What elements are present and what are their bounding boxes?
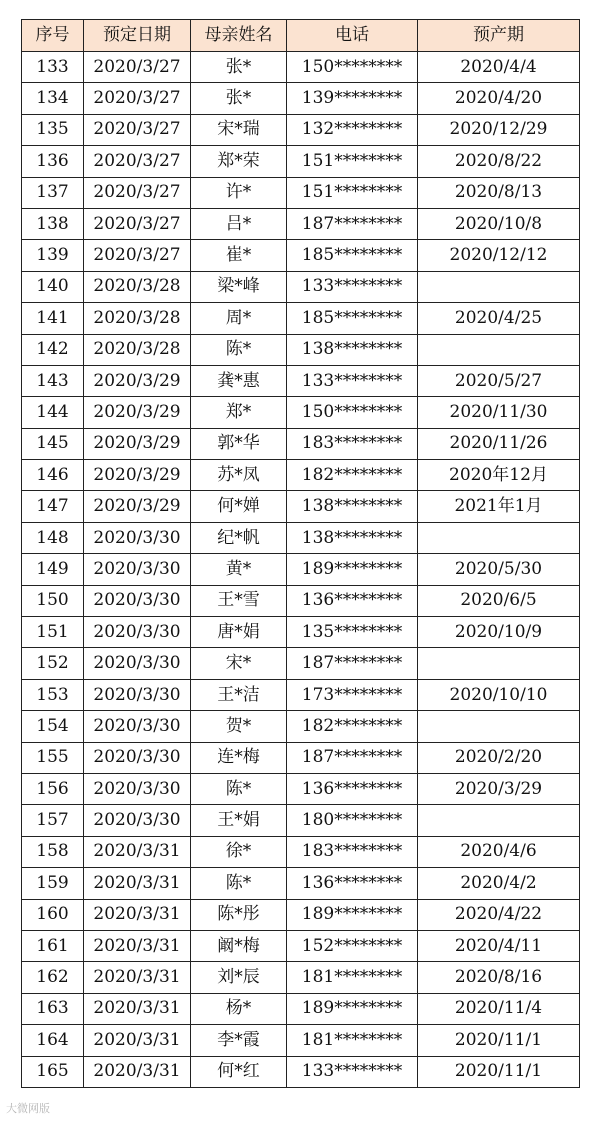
cell-due-date [418, 805, 580, 836]
cell-phone: 187******** [287, 742, 418, 773]
cell-due-date: 2020/5/30 [418, 554, 580, 585]
header-due-date: 预产期 [418, 20, 580, 52]
table-row [22, 805, 580, 836]
cell-mother-name: 陈* [191, 334, 287, 365]
cell-due-date [418, 648, 580, 679]
cell-booking-date: 2020/3/31 [84, 930, 191, 961]
table-row [22, 899, 580, 930]
cell-mother-name: 郑*荣 [191, 146, 287, 177]
cell-phone: 189******** [287, 993, 418, 1024]
cell-booking-date: 2020/3/27 [84, 177, 191, 208]
header-row [22, 20, 580, 52]
cell-mother-name: 宋* [191, 648, 287, 679]
cell-index: 149 [22, 554, 84, 585]
cell-mother-name: 纪*帆 [191, 522, 287, 553]
cell-index: 142 [22, 334, 84, 365]
cell-phone: 150******** [287, 397, 418, 428]
booking-table [21, 19, 580, 1088]
cell-phone: 138******** [287, 522, 418, 553]
cell-phone: 139******** [287, 83, 418, 114]
cell-phone: 135******** [287, 617, 418, 648]
cell-due-date: 2020/10/8 [418, 208, 580, 239]
table-row [22, 177, 580, 208]
table-row [22, 930, 580, 961]
table-row [22, 271, 580, 302]
header-phone: 电话 [287, 20, 418, 52]
cell-booking-date: 2020/3/28 [84, 303, 191, 334]
cell-booking-date: 2020/3/29 [84, 365, 191, 396]
cell-index: 157 [22, 805, 84, 836]
cell-index: 146 [22, 460, 84, 491]
table-row [22, 711, 580, 742]
cell-phone: 183******** [287, 836, 418, 867]
cell-due-date: 2020/4/11 [418, 930, 580, 961]
cell-due-date: 2020/2/20 [418, 742, 580, 773]
cell-index: 165 [22, 1056, 84, 1087]
cell-booking-date: 2020/3/30 [84, 522, 191, 553]
table-row [22, 114, 580, 145]
cell-due-date: 2020/8/22 [418, 146, 580, 177]
cell-booking-date: 2020/3/31 [84, 868, 191, 899]
table-row [22, 1025, 580, 1056]
cell-due-date: 2020/10/9 [418, 617, 580, 648]
cell-phone: 173******** [287, 679, 418, 710]
cell-mother-name: 陈* [191, 868, 287, 899]
table-row [22, 742, 580, 773]
cell-mother-name: 唐*娟 [191, 617, 287, 648]
cell-due-date: 2020/4/4 [418, 52, 580, 83]
cell-due-date: 2021年1月 [418, 491, 580, 522]
cell-due-date [418, 711, 580, 742]
cell-mother-name: 梁*峰 [191, 271, 287, 302]
cell-mother-name: 贺* [191, 711, 287, 742]
cell-mother-name: 何*红 [191, 1056, 287, 1087]
cell-booking-date: 2020/3/27 [84, 52, 191, 83]
cell-booking-date: 2020/3/31 [84, 962, 191, 993]
table-row [22, 993, 580, 1024]
cell-index: 140 [22, 271, 84, 302]
cell-mother-name: 黄* [191, 554, 287, 585]
header-booking-date: 预定日期 [84, 20, 191, 52]
cell-phone: 151******** [287, 146, 418, 177]
cell-phone: 138******** [287, 334, 418, 365]
table-row [22, 491, 580, 522]
cell-mother-name: 杨* [191, 993, 287, 1024]
table-row [22, 208, 580, 239]
table-row [22, 240, 580, 271]
cell-mother-name: 郭*华 [191, 428, 287, 459]
cell-phone: 152******** [287, 930, 418, 961]
cell-mother-name: 周* [191, 303, 287, 334]
cell-mother-name: 王*雪 [191, 585, 287, 616]
cell-booking-date: 2020/3/31 [84, 899, 191, 930]
cell-index: 150 [22, 585, 84, 616]
cell-phone: 189******** [287, 899, 418, 930]
cell-mother-name: 刘*辰 [191, 962, 287, 993]
cell-due-date: 2020/11/30 [418, 397, 580, 428]
cell-due-date: 2020/8/16 [418, 962, 580, 993]
cell-due-date: 2020/4/22 [418, 899, 580, 930]
table-row [22, 460, 580, 491]
cell-booking-date: 2020/3/31 [84, 993, 191, 1024]
table-row [22, 1056, 580, 1087]
cell-mother-name: 阚*梅 [191, 930, 287, 961]
table-row [22, 773, 580, 804]
table-row [22, 617, 580, 648]
table-row [22, 522, 580, 553]
cell-phone: 182******** [287, 711, 418, 742]
cell-phone: 189******** [287, 554, 418, 585]
cell-booking-date: 2020/3/27 [84, 114, 191, 145]
cell-due-date: 2020/4/2 [418, 868, 580, 899]
cell-due-date: 2020/11/26 [418, 428, 580, 459]
watermark-text: 大微网版 [6, 1102, 50, 1115]
cell-phone: 132******** [287, 114, 418, 145]
cell-phone: 133******** [287, 1056, 418, 1087]
cell-phone: 133******** [287, 271, 418, 302]
cell-due-date: 2020/11/1 [418, 1056, 580, 1087]
cell-mother-name: 徐* [191, 836, 287, 867]
cell-mother-name: 许* [191, 177, 287, 208]
cell-phone: 150******** [287, 52, 418, 83]
cell-mother-name: 郑* [191, 397, 287, 428]
cell-index: 151 [22, 617, 84, 648]
cell-phone: 187******** [287, 208, 418, 239]
cell-index: 147 [22, 491, 84, 522]
cell-phone: 151******** [287, 177, 418, 208]
cell-mother-name: 陈* [191, 773, 287, 804]
cell-index: 139 [22, 240, 84, 271]
table-row [22, 397, 580, 428]
cell-index: 154 [22, 711, 84, 742]
cell-due-date: 2020/8/13 [418, 177, 580, 208]
cell-mother-name: 张* [191, 52, 287, 83]
cell-due-date: 2020/5/27 [418, 365, 580, 396]
cell-phone: 136******** [287, 773, 418, 804]
cell-mother-name: 张* [191, 83, 287, 114]
cell-mother-name: 苏*凤 [191, 460, 287, 491]
cell-mother-name: 龚*惠 [191, 365, 287, 396]
cell-due-date [418, 522, 580, 553]
cell-booking-date: 2020/3/28 [84, 271, 191, 302]
cell-phone: 185******** [287, 240, 418, 271]
table-row [22, 868, 580, 899]
table-row [22, 554, 580, 585]
cell-due-date: 2020/4/20 [418, 83, 580, 114]
table-row [22, 962, 580, 993]
cell-due-date [418, 271, 580, 302]
cell-due-date: 2020/12/12 [418, 240, 580, 271]
cell-booking-date: 2020/3/30 [84, 679, 191, 710]
cell-booking-date: 2020/3/30 [84, 805, 191, 836]
cell-booking-date: 2020/3/29 [84, 428, 191, 459]
cell-due-date: 2020/6/5 [418, 585, 580, 616]
table-row [22, 428, 580, 459]
cell-phone: 183******** [287, 428, 418, 459]
cell-due-date: 2020/3/29 [418, 773, 580, 804]
cell-booking-date: 2020/3/27 [84, 240, 191, 271]
cell-index: 160 [22, 899, 84, 930]
cell-booking-date: 2020/3/31 [84, 836, 191, 867]
cell-due-date: 2020/4/6 [418, 836, 580, 867]
cell-index: 138 [22, 208, 84, 239]
cell-index: 137 [22, 177, 84, 208]
cell-due-date: 2020/11/4 [418, 993, 580, 1024]
table-row [22, 52, 580, 83]
cell-booking-date: 2020/3/29 [84, 397, 191, 428]
cell-index: 144 [22, 397, 84, 428]
cell-booking-date: 2020/3/31 [84, 1056, 191, 1087]
cell-phone: 185******** [287, 303, 418, 334]
cell-booking-date: 2020/3/30 [84, 773, 191, 804]
cell-index: 134 [22, 83, 84, 114]
cell-index: 156 [22, 773, 84, 804]
cell-booking-date: 2020/3/30 [84, 585, 191, 616]
cell-booking-date: 2020/3/30 [84, 711, 191, 742]
cell-mother-name: 吕* [191, 208, 287, 239]
cell-booking-date: 2020/3/30 [84, 617, 191, 648]
cell-mother-name: 陈*彤 [191, 899, 287, 930]
table-row [22, 648, 580, 679]
cell-mother-name: 连*梅 [191, 742, 287, 773]
cell-booking-date: 2020/3/27 [84, 83, 191, 114]
table-row [22, 365, 580, 396]
cell-due-date [418, 334, 580, 365]
cell-mother-name: 宋*瑞 [191, 114, 287, 145]
cell-index: 155 [22, 742, 84, 773]
cell-due-date: 2020/4/25 [418, 303, 580, 334]
cell-phone: 136******** [287, 868, 418, 899]
cell-mother-name: 崔* [191, 240, 287, 271]
cell-index: 158 [22, 836, 84, 867]
cell-due-date: 2020/11/1 [418, 1025, 580, 1056]
cell-index: 164 [22, 1025, 84, 1056]
cell-mother-name: 王*洁 [191, 679, 287, 710]
cell-index: 148 [22, 522, 84, 553]
cell-phone: 138******** [287, 491, 418, 522]
table-row [22, 836, 580, 867]
table-row [22, 83, 580, 114]
table-row [22, 303, 580, 334]
cell-due-date: 2020/12/29 [418, 114, 580, 145]
cell-index: 135 [22, 114, 84, 145]
cell-booking-date: 2020/3/27 [84, 208, 191, 239]
cell-mother-name: 王*娟 [191, 805, 287, 836]
cell-phone: 181******** [287, 962, 418, 993]
table-row [22, 585, 580, 616]
cell-index: 152 [22, 648, 84, 679]
cell-index: 163 [22, 993, 84, 1024]
cell-booking-date: 2020/3/30 [84, 554, 191, 585]
cell-phone: 133******** [287, 365, 418, 396]
cell-phone: 182******** [287, 460, 418, 491]
cell-booking-date: 2020/3/29 [84, 491, 191, 522]
cell-booking-date: 2020/3/27 [84, 146, 191, 177]
cell-booking-date: 2020/3/28 [84, 334, 191, 365]
cell-index: 141 [22, 303, 84, 334]
table-row [22, 146, 580, 177]
cell-index: 159 [22, 868, 84, 899]
cell-mother-name: 李*霞 [191, 1025, 287, 1056]
cell-index: 153 [22, 679, 84, 710]
header-mother-name: 母亲姓名 [191, 20, 287, 52]
cell-due-date: 2020年12月 [418, 460, 580, 491]
cell-phone: 136******** [287, 585, 418, 616]
cell-index: 162 [22, 962, 84, 993]
cell-booking-date: 2020/3/30 [84, 648, 191, 679]
cell-phone: 181******** [287, 1025, 418, 1056]
table-row [22, 334, 580, 365]
cell-index: 133 [22, 52, 84, 83]
cell-booking-date: 2020/3/29 [84, 460, 191, 491]
header-index: 序号 [22, 20, 84, 52]
cell-booking-date: 2020/3/31 [84, 1025, 191, 1056]
cell-index: 145 [22, 428, 84, 459]
cell-index: 136 [22, 146, 84, 177]
cell-index: 161 [22, 930, 84, 961]
cell-mother-name: 何*婵 [191, 491, 287, 522]
cell-booking-date: 2020/3/30 [84, 742, 191, 773]
cell-phone: 187******** [287, 648, 418, 679]
cell-index: 143 [22, 365, 84, 396]
cell-phone: 180******** [287, 805, 418, 836]
table-body [22, 52, 580, 1088]
table-row [22, 679, 580, 710]
cell-due-date: 2020/10/10 [418, 679, 580, 710]
